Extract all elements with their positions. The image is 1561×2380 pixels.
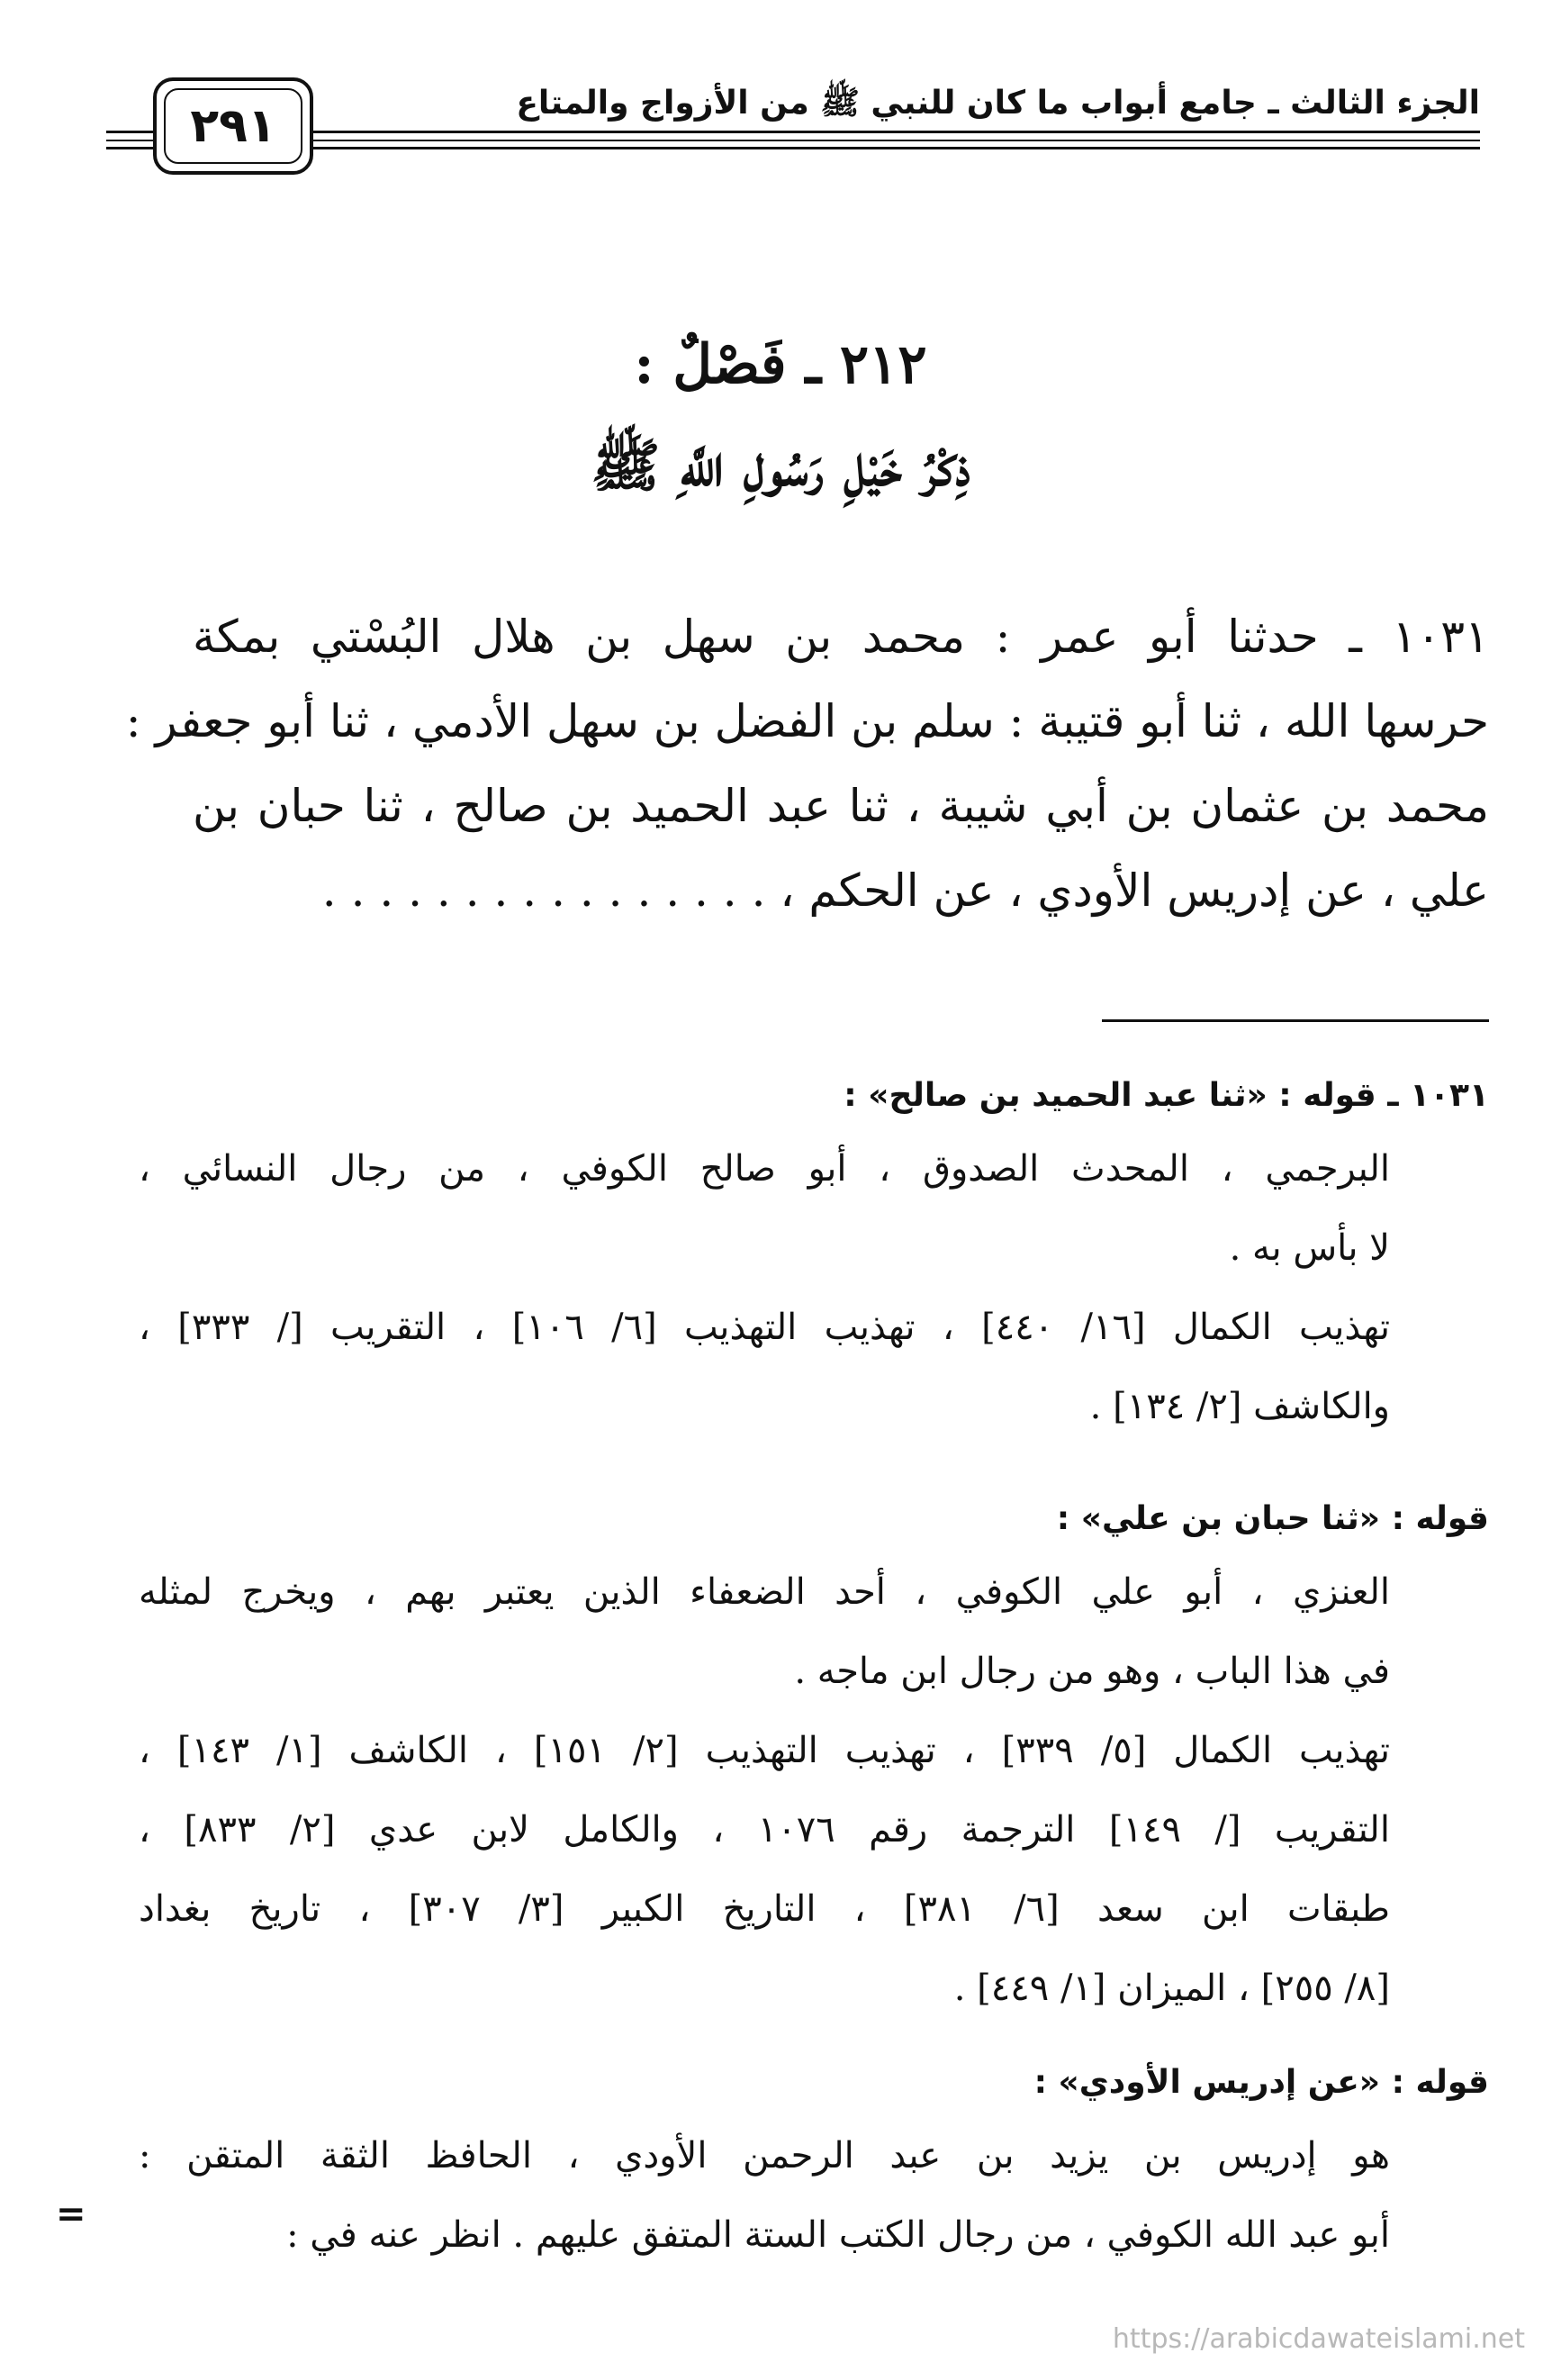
main-text-line: ١٠٣١ ـ حدثنا أبو عمر : محمد بن سهل بن هلال البُسْتي بمكة: [193, 611, 1489, 663]
footnote-line: والكاشف [٢/ ١٣٤] .: [1089, 1386, 1390, 1427]
running-header-title: الجزء الثالث ـ جامع أبواب ما كان للنبي ﷺ من الأزواج والمتاع: [516, 85, 1480, 122]
footnote-separator: [1102, 1019, 1489, 1022]
footnote-line: تهذيب الكمال [٥/ ٣٣٩] ، تهذيب التهذيب [٢/ ١٥١] ، الكاشف [١/ ١٤٣] ،: [139, 1730, 1391, 1771]
footnote-line: [٨/ ٢٥٥] ، الميزان [١/ ٤٤٩] .: [953, 1968, 1390, 2009]
chapter-title: ذِكْرُ خَيْلِ رَسُولِ اللَّهِ ﷺ: [591, 432, 970, 500]
main-text-line: علي ، عن إدريس الأودي ، عن الحكم ، . . . . . . . . . . . . . . . .: [321, 864, 1489, 917]
main-text-block: [125, 594, 1489, 933]
footnote-block: [139, 2050, 1489, 2275]
page-number-frame: [153, 77, 313, 175]
footnote-line: البرجمي ، المحدث الصدوق ، أبو صالح الكوفي ، من رجال النسائي ،: [139, 1148, 1390, 1190]
footnote-line: العنزي ، أبو علي الكوفي ، أحد الضعفاء الذين يعتبر بهم ، ويخرج لمثله: [139, 1571, 1390, 1613]
footnote-block: [139, 1486, 1489, 2028]
main-text-line: محمد بن عثمان بن أبي شيبة ، ثنا عبد الحميد بن صالح ، ثنا حبان بن: [193, 780, 1489, 832]
footnote-heading: قوله : «ثنا حبان بن علي» :: [1056, 1500, 1489, 1537]
chapter-number-heading: ٢١٢ ـ فَصْلٌ :: [634, 333, 927, 396]
footnote-body: [139, 2116, 1390, 2275]
continuation-mark: =: [56, 2194, 86, 2235]
footnote-line: طبقات ابن سعد [٦/ ٣٨١] ، التاريخ الكبير [٣/ ٣٠٧] ، تاريخ بغداد: [139, 1888, 1390, 1930]
main-text-line: حرسها الله ، ثنا أبو قتيبة : سلم بن الفضل بن سهل الأدمي ، ثنا أبو جعفر :: [125, 695, 1489, 747]
footnote-heading: ١٠٣١ ـ قوله : «ثنا عبد الحميد بن صالح» :: [844, 1077, 1489, 1114]
footnote-line: أبو عبد الله الكوفي ، من رجال الكتب الستة المتفق عليهم . انظر عنه في :: [286, 2214, 1390, 2256]
footnote-line: في هذا الباب ، وهو من رجال ابن ماجه .: [794, 1651, 1390, 1692]
footnote-body: [139, 1129, 1390, 1446]
footnote-heading: قوله : «عن إدريس الأودي» :: [1033, 2064, 1489, 2101]
footnote-line: تهذيب الكمال [١٦/ ٤٤٠] ، تهذيب التهذيب [٦/ ١٠٦] ، التقريب [/ ٣٣٣] ،: [139, 1307, 1390, 1348]
footnote-line: لا بأس به .: [1229, 1227, 1390, 1269]
footnote-body: [139, 1552, 1390, 2028]
footnote-line: هو إدريس بن يزيد بن عبد الرحمن الأودي ، الحافظ الثقة المتقن :: [139, 2135, 1390, 2176]
footnote-block: [139, 1063, 1489, 1446]
watermark-url: https://arabicdawateislami.net: [1112, 2323, 1525, 2355]
footnote-line: التقريب [/ ١٤٩] الترجمة رقم ١٠٧٦ ، والكامل لابن عدي [٢/ ٨٣٣] ،: [139, 1809, 1390, 1851]
page-number: ٢٩١: [190, 99, 276, 153]
